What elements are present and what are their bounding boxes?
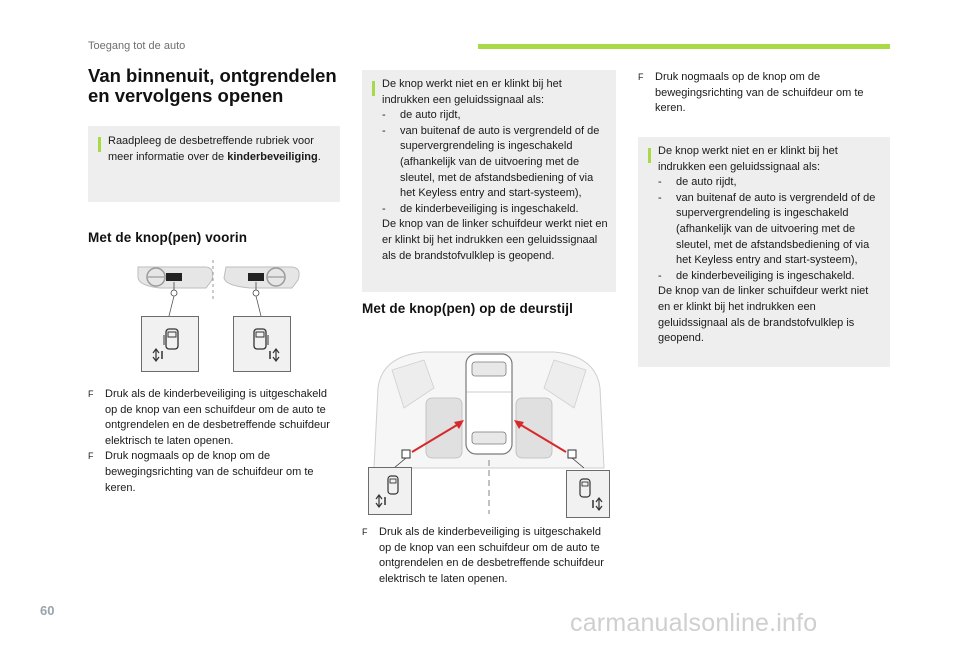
- info-marker: [648, 148, 651, 163]
- page-title: Van binnenuit, ontgrendelen en vervolgens openen: [88, 65, 337, 106]
- col3-steps: [638, 70, 890, 117]
- pillar-steps: [362, 525, 616, 587]
- list-dash: -: [658, 269, 662, 282]
- step-item: [88, 387, 340, 449]
- left-pillar-button-icon: [368, 467, 412, 515]
- step-text: Druk nogmaals op de knop om de bewegingsrichting van de schuifdeur om te keren.: [105, 450, 314, 494]
- condition-text: de kinderbeveiliging is ingeschakeld.: [400, 202, 579, 215]
- list-dash: -: [382, 124, 386, 137]
- step-marker: F: [88, 451, 94, 462]
- info-marker: [372, 81, 375, 96]
- step-item: [362, 525, 616, 587]
- condition-list: [382, 108, 608, 217]
- section-label: Toegang tot de auto: [88, 40, 186, 52]
- info-intro: De knop werkt niet en er klinkt bij het indrukken een geluidssignaal als:: [658, 145, 838, 173]
- condition-item: [658, 269, 882, 285]
- info-marker: [98, 137, 101, 152]
- condition-text: de auto rijdt,: [676, 176, 737, 189]
- condition-item: [382, 108, 608, 124]
- step-marker: F: [88, 389, 94, 399]
- accent-line: [478, 44, 890, 49]
- condition-text: de auto rijdt,: [400, 109, 461, 122]
- info-outro: De knop van de linker schuifdeur werkt niet en er klinkt bij het indrukken een geluidssignaal als de brandstofvulklep is geopend.: [658, 285, 869, 345]
- left-door-button-icon: [141, 316, 199, 372]
- list-dash: -: [658, 176, 662, 189]
- step-text: Druk als de kinderbeveiliging is uitgeschakeld op de knop van een schuifdeur om de auto te ontgrendelen en de desbetreffende schuifdeur elektrisch te laten openen.: [105, 388, 330, 447]
- info-box-button-conditions-2: [638, 137, 890, 367]
- step-marker: F: [362, 527, 368, 537]
- list-dash: -: [382, 109, 386, 122]
- list-dash: -: [658, 191, 662, 204]
- condition-text: de kinderbeveiliging is ingeschakeld.: [676, 269, 855, 282]
- info-box-button-conditions: [362, 70, 616, 292]
- heading-front-buttons: Met de knop(pen) voorin: [88, 230, 248, 245]
- info-link-term: kinderbeveiliging: [227, 150, 318, 163]
- step-item: [638, 70, 890, 117]
- info-text-part: Raadpleeg de desbetreffende rubriek voor meer informatie over de: [108, 135, 314, 163]
- condition-item: [382, 124, 608, 202]
- step-item: [88, 449, 340, 496]
- info-intro: De knop werkt niet en er klinkt bij het indrukken een geluidssignaal als:: [382, 78, 562, 106]
- info-outro: De knop van de linker schuifdeur werkt niet en er klinkt bij het indrukken een geluidssignaal als de brandstofvulklep is geopend.: [382, 218, 608, 262]
- condition-list: [658, 175, 882, 284]
- watermark: carmanualsonline.info: [570, 609, 818, 637]
- heading-pillar-buttons: Met de knop(pen) op de deurstijl: [362, 301, 573, 316]
- condition-text: van buitenaf de auto is vergrendeld of de supervergrendeling is ingeschakeld (afhankelijk van de uitvoering met de sleutel, met de afstandsbediening of via het Keyless entry and start-systeem),: [676, 191, 876, 267]
- info-text: [108, 134, 332, 165]
- right-pillar-button-icon: [566, 470, 610, 518]
- info-text-end: .: [317, 150, 321, 163]
- page-number: 60: [40, 603, 55, 618]
- list-dash: -: [382, 202, 386, 215]
- front-steps: [88, 387, 340, 496]
- info-box-child-lock: [88, 126, 340, 202]
- step-marker: F: [638, 72, 644, 82]
- step-text: Druk als de kinderbeveiliging is uitgeschakeld op de knop van een schuifdeur om de auto te ontgrendelen en de desbetreffende schuifdeur elektrisch te laten openen.: [379, 526, 604, 585]
- step-text: Druk nogmaals op de knop om de bewegingsrichting van de schuifdeur om te keren.: [655, 71, 864, 115]
- condition-item: [658, 191, 882, 269]
- condition-item: [382, 202, 608, 218]
- right-door-button-icon: [233, 316, 291, 372]
- condition-item: [658, 175, 882, 191]
- condition-text: van buitenaf de auto is vergrendeld of de supervergrendeling is ingeschakeld (afhankelijk van de uitvoering met de sleutel, met de afstandsbediening of via het Keyless entry and start-systeem),: [400, 124, 600, 200]
